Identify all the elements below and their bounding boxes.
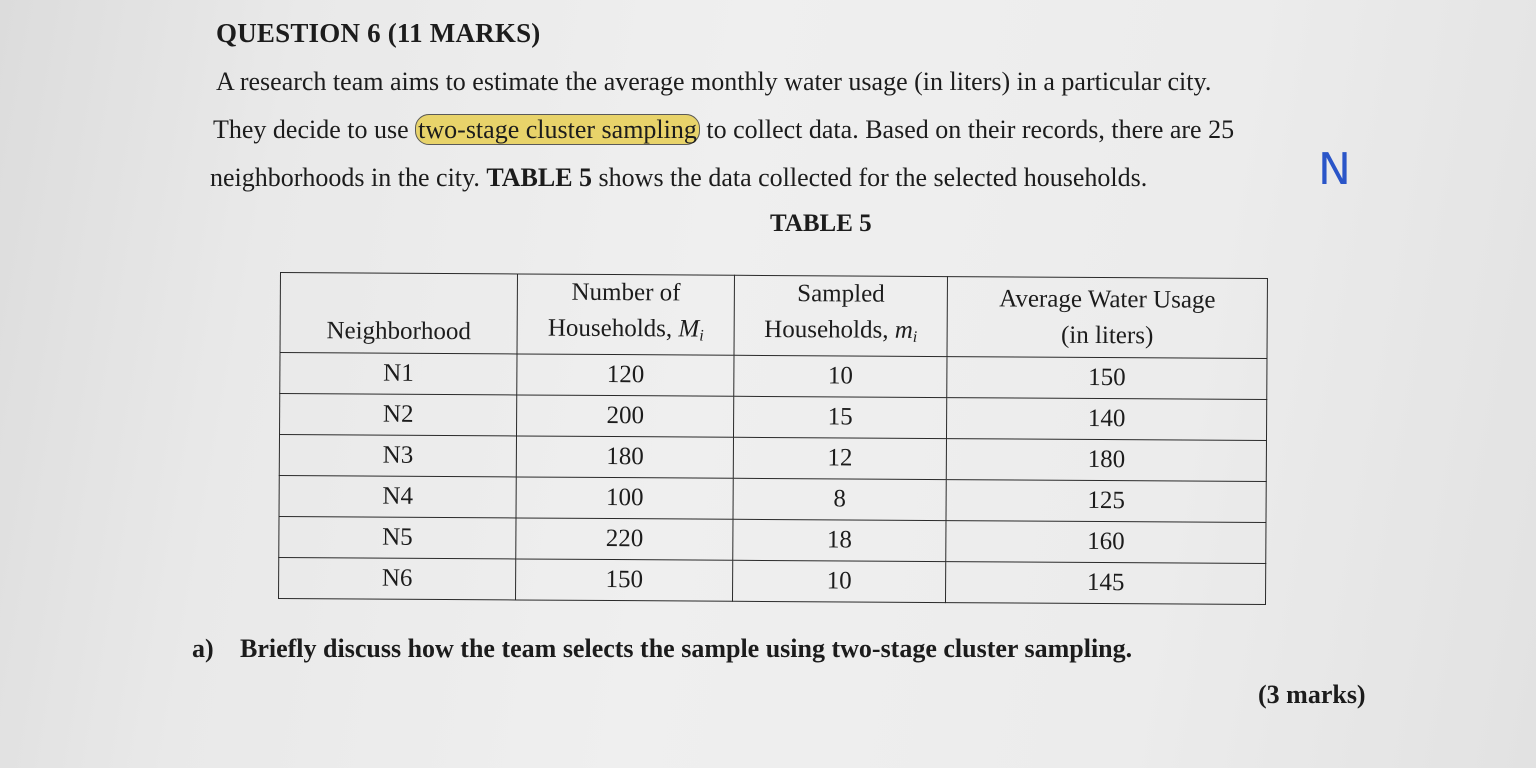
- header-number-line1: Number of: [571, 278, 681, 307]
- header-sampled-line1: Sampled: [797, 280, 885, 308]
- paragraph-line-3-end: shows the data collected for the selected households.: [592, 163, 1148, 192]
- paragraph-line-2: [213, 114, 1234, 146]
- header-neighborhood: [280, 273, 518, 354]
- highlighted-phrase: two-stage cluster sampling: [415, 114, 700, 145]
- paragraph-line-1: A research team aims to estimate the average monthly water usage (in liters) in a particular city.: [216, 67, 1212, 96]
- header-number-symbol: M: [678, 315, 700, 343]
- cell-households: 200: [517, 395, 734, 437]
- header-sampled-line2: Households,: [764, 315, 895, 344]
- cell-average-usage: 125: [946, 480, 1266, 523]
- cell-neighborhood: N1: [280, 353, 517, 395]
- header-neighborhood-label: Neighborhood: [326, 316, 472, 345]
- paragraph-line-2-start: They decide to use: [213, 115, 416, 144]
- cell-sampled: 8: [733, 478, 946, 520]
- table-title: TABLE 5: [770, 210, 872, 237]
- cell-households: 180: [516, 436, 733, 478]
- cell-neighborhood: N4: [279, 475, 516, 517]
- header-sampled-subscript: i: [912, 328, 918, 346]
- table-row: [279, 516, 1266, 563]
- cell-sampled: 10: [733, 560, 946, 602]
- header-average-line1: Average Water Usage: [999, 284, 1216, 314]
- cell-households: 100: [516, 477, 733, 519]
- question-title: QUESTION 6 (11 MARKS): [216, 18, 541, 48]
- paragraph-line-3: [210, 162, 1147, 194]
- table-header-row: [280, 273, 1267, 359]
- header-number-subscript: i: [699, 327, 704, 345]
- table-reference: TABLE 5: [486, 163, 593, 192]
- table-row: [279, 475, 1266, 522]
- handwritten-n-annotation: N: [1318, 144, 1351, 195]
- paragraph-line-2-end: to collect data. Based on their records, there are 25: [699, 115, 1235, 144]
- cell-sampled: 12: [733, 437, 946, 479]
- cell-households: 150: [516, 559, 733, 601]
- cell-average-usage: 180: [946, 439, 1266, 482]
- header-number-of-households: [517, 274, 734, 355]
- header-average-line2: (in liters): [1060, 321, 1154, 349]
- cell-neighborhood: N5: [279, 516, 516, 558]
- cell-households: 120: [517, 354, 734, 396]
- part-a-marks: (3 marks): [1258, 680, 1366, 709]
- part-a-question: [192, 634, 1132, 664]
- cell-sampled: 18: [733, 519, 946, 561]
- header-number-line2: Households,: [547, 314, 679, 343]
- data-table: [278, 272, 1268, 605]
- cell-average-usage: 145: [946, 562, 1266, 605]
- paragraph-line-3-start: neighborhoods in the city.: [210, 163, 487, 192]
- header-average-water-usage: [947, 277, 1267, 359]
- cell-neighborhood: N2: [280, 394, 517, 436]
- cell-households: 220: [516, 518, 733, 560]
- cell-sampled: 10: [734, 355, 947, 397]
- table-row: [280, 353, 1267, 400]
- cell-average-usage: 150: [947, 357, 1267, 400]
- cell-neighborhood: N3: [279, 435, 516, 477]
- cell-average-usage: 140: [947, 398, 1267, 441]
- header-sampled-households: [734, 275, 947, 356]
- cell-neighborhood: N6: [279, 557, 516, 599]
- part-a-text: Briefly discuss how the team selects the sample using two-stage cluster sampling.: [240, 634, 1133, 663]
- header-sampled-symbol: m: [894, 316, 913, 344]
- cell-sampled: 15: [734, 396, 947, 438]
- cell-average-usage: 160: [946, 521, 1266, 564]
- part-a-label: a): [192, 634, 214, 663]
- table-row: [279, 435, 1266, 482]
- table-row: [280, 394, 1267, 441]
- table-row: [279, 557, 1266, 604]
